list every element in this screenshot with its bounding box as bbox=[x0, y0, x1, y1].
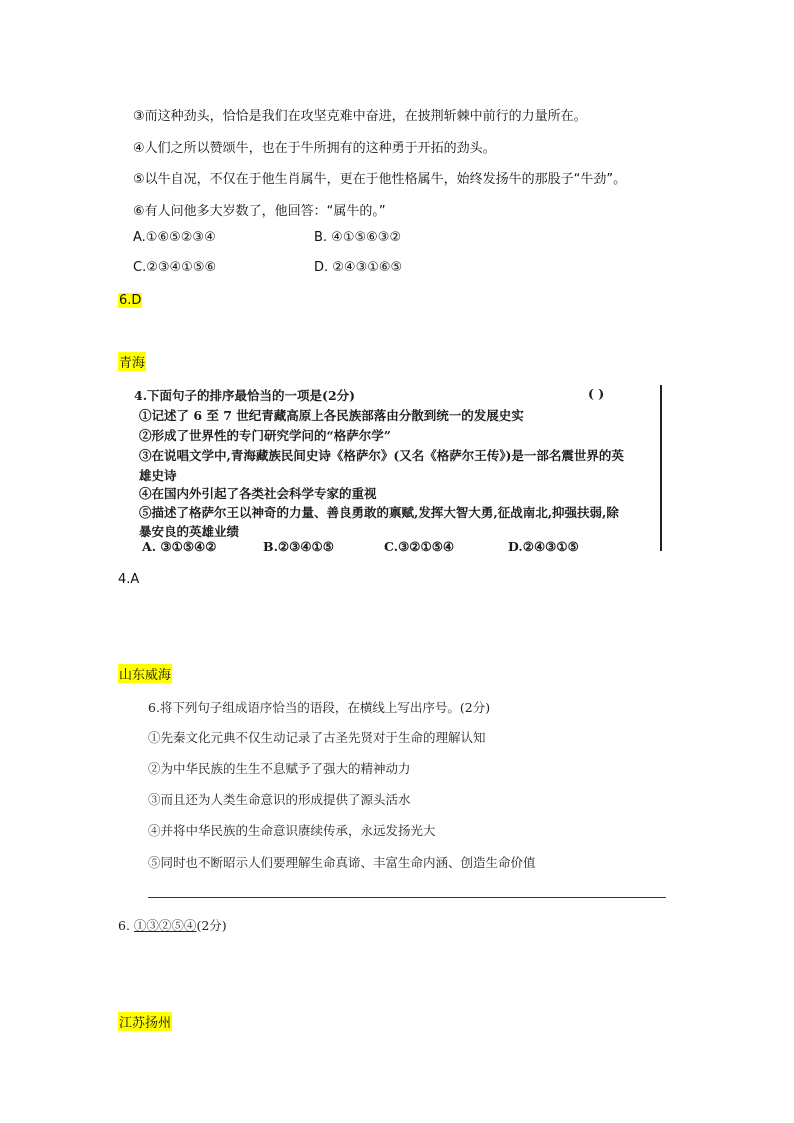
weihai-answer-seq: ①③②⑤④ bbox=[133, 918, 197, 933]
weihai-item-4: ④并将中华民族的生命意识赓续传承，永远发扬光大 bbox=[148, 823, 436, 838]
option-c: C.②③④①⑤⑥ bbox=[133, 260, 217, 275]
qinghai-item-1: ①记述了 6 至 7 世纪青藏高原上各民族部落由分散到统一的发展史实 bbox=[139, 408, 524, 423]
weihai-item-1: ①先秦文化元典不仅生动记录了古圣先贤对于生命的理解认知 bbox=[148, 730, 486, 745]
weihai-question: 6.将下列句子组成语序恰当的语段，在横线上写出序号。(2分) bbox=[148, 700, 491, 715]
qinghai-item-5-cont: 暴安良的英雄业绩 bbox=[139, 524, 240, 539]
answer-6d: 6.D bbox=[119, 293, 142, 308]
qinghai-bracket: ( ) bbox=[588, 386, 605, 401]
weihai-item-5: ⑤同时也不断昭示人们要理解生命真谛、丰富生命内涵、创造生命价值 bbox=[148, 855, 536, 870]
qinghai-option-a: A. ③①⑤④② bbox=[142, 539, 217, 554]
qinghai-item-2: ②形成了世界性的专门研究学问的“格萨尔学” bbox=[139, 428, 391, 443]
sentence-5: ⑤以牛自况，不仅在于他生肖属牛，更在于他性格属牛，始终发扬牛的那股子“牛劲”。 bbox=[133, 172, 627, 187]
sentence-4: ④人们之所以赞颂牛，也在于牛所拥有的这种勇于开拓的劲头。 bbox=[133, 141, 496, 156]
qinghai-item-5: ⑤描述了格萨尔王以神奇的力量、善良勇敢的禀赋,发挥大智大勇,征战南北,抑强扶弱,除 bbox=[139, 505, 619, 520]
answer-4a: 4.A bbox=[118, 572, 140, 587]
heading-qinghai: 青海 bbox=[118, 352, 146, 371]
qinghai-question: 4.下面句子的排序最恰当的一项是(2分) bbox=[134, 388, 356, 403]
sentence-3: ③而这种劲头，恰恰是我们在攻坚克难中奋进，在披荆斩棘中前行的力量所在。 bbox=[133, 109, 587, 124]
weihai-item-2: ②为中华民族的生生不息赋予了强大的精神动力 bbox=[148, 761, 411, 776]
heading-yangzhou: 江苏扬州 bbox=[118, 1012, 172, 1031]
scan-edge-divider bbox=[660, 385, 662, 551]
qinghai-item-4: ④在国内外引起了各类社会科学专家的重视 bbox=[139, 486, 377, 501]
answer-blank-line bbox=[148, 897, 666, 898]
weihai-answer bbox=[118, 916, 227, 934]
option-a: A.①⑥⑤②③④ bbox=[133, 230, 216, 245]
scanned-question-qinghai bbox=[130, 381, 664, 554]
qinghai-item-3-cont: 雄史诗 bbox=[139, 468, 177, 483]
sentence-6: ⑥有人问他多大岁数了，他回答：“属牛的。” bbox=[133, 204, 386, 219]
option-d: D. ②④③①⑥⑤ bbox=[314, 260, 403, 275]
weihai-answer-score: (2分) bbox=[196, 918, 227, 933]
heading-weihai: 山东威海 bbox=[118, 664, 172, 683]
qinghai-option-b: B.②③④①⑤ bbox=[263, 539, 334, 554]
weihai-answer-num: 6. bbox=[118, 918, 130, 933]
qinghai-option-d: D.②④③①⑤ bbox=[508, 539, 579, 554]
option-b: B. ④①⑤⑥③② bbox=[314, 230, 402, 245]
qinghai-item-3: ③在说唱文学中,青海藏族民间史诗《格萨尔》(又名《格萨尔王传》)是一部名震世界的英 bbox=[139, 448, 624, 463]
qinghai-option-c: C.③②①⑤④ bbox=[384, 539, 455, 554]
weihai-item-3: ③而且还为人类生命意识的形成提供了源头活水 bbox=[148, 792, 411, 807]
